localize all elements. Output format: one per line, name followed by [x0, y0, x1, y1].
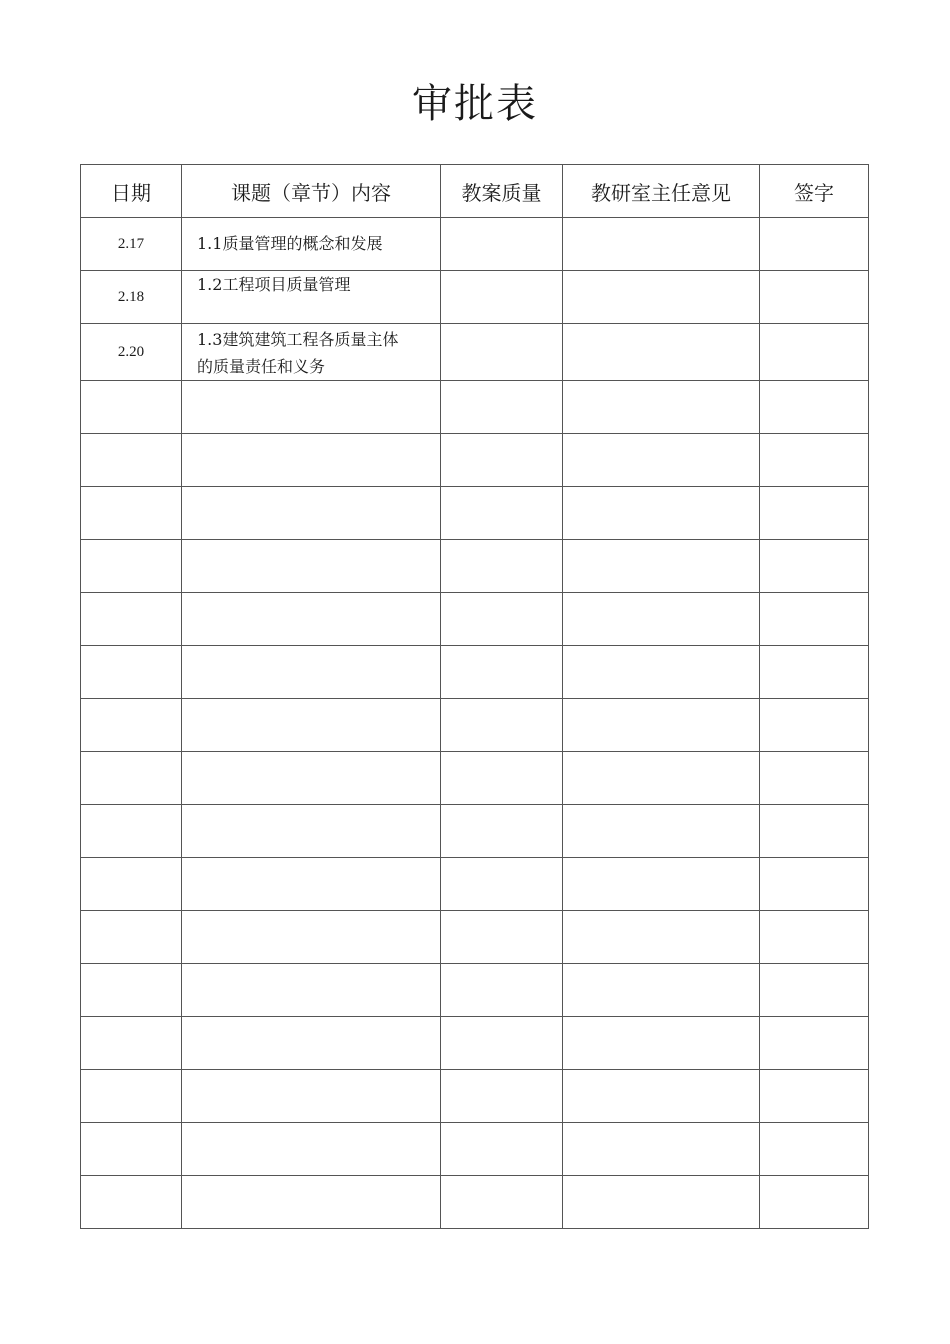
signature-cell[interactable]	[760, 964, 869, 1017]
topic-cell[interactable]	[182, 805, 441, 858]
date-cell[interactable]	[81, 911, 182, 964]
table-row	[81, 381, 869, 434]
topic-cell[interactable]	[182, 1017, 441, 1070]
table-row	[81, 1123, 869, 1176]
table-row	[81, 271, 869, 324]
lesson-quality-cell[interactable]	[441, 487, 563, 540]
topic-cell: 1.2工程项目质量管理	[182, 271, 441, 324]
topic-cell[interactable]	[182, 593, 441, 646]
header-row	[81, 165, 869, 218]
lesson-quality-cell[interactable]	[441, 593, 563, 646]
table-row	[81, 1070, 869, 1123]
table-row	[81, 487, 869, 540]
header-signature: 签字	[760, 165, 869, 218]
topic-cell[interactable]	[182, 1123, 441, 1176]
table-row	[81, 646, 869, 699]
date-cell[interactable]	[81, 1123, 182, 1176]
table-row	[81, 593, 869, 646]
date-cell[interactable]	[81, 1176, 182, 1229]
director-opinion-cell[interactable]	[563, 540, 760, 593]
date-cell: 2.20	[81, 324, 182, 381]
signature-cell[interactable]	[760, 911, 869, 964]
date-cell[interactable]	[81, 434, 182, 487]
date-cell: 2.17	[81, 218, 182, 271]
director-opinion-cell[interactable]	[563, 381, 760, 434]
topic-cell	[182, 324, 441, 381]
lesson-quality-cell[interactable]	[441, 911, 563, 964]
lesson-quality-cell[interactable]	[441, 1017, 563, 1070]
lesson-quality-cell[interactable]	[441, 646, 563, 699]
lesson-quality-cell[interactable]	[441, 218, 563, 271]
topic-cell[interactable]	[182, 752, 441, 805]
date-cell[interactable]	[81, 646, 182, 699]
table-row	[81, 218, 869, 271]
page-title: 审批表	[412, 81, 538, 127]
director-opinion-cell[interactable]	[563, 1070, 760, 1123]
signature-cell[interactable]	[760, 381, 869, 434]
lesson-quality-cell[interactable]	[441, 324, 563, 381]
table-row	[81, 911, 869, 964]
approval-table	[80, 164, 869, 1229]
topic-cell[interactable]	[182, 434, 441, 487]
topic-cell[interactable]	[182, 381, 441, 434]
director-opinion-cell[interactable]	[563, 487, 760, 540]
signature-cell[interactable]	[760, 805, 869, 858]
date-cell[interactable]	[81, 487, 182, 540]
signature-cell[interactable]	[760, 487, 869, 540]
signature-cell[interactable]	[760, 1123, 869, 1176]
signature-cell[interactable]	[760, 218, 869, 271]
date-cell[interactable]	[81, 858, 182, 911]
lesson-quality-cell[interactable]	[441, 434, 563, 487]
signature-cell[interactable]	[760, 858, 869, 911]
lesson-quality-cell[interactable]	[441, 381, 563, 434]
lesson-quality-cell[interactable]	[441, 1176, 563, 1229]
topic-cell[interactable]	[182, 1070, 441, 1123]
topic-line: 1.3建筑建筑工程各质量主体	[197, 330, 399, 349]
director-opinion-cell[interactable]	[563, 324, 760, 381]
table-row	[81, 434, 869, 487]
lesson-quality-cell[interactable]	[441, 805, 563, 858]
signature-cell[interactable]	[760, 752, 869, 805]
director-opinion-cell[interactable]	[563, 858, 760, 911]
director-opinion-cell[interactable]	[563, 593, 760, 646]
date-cell[interactable]	[81, 540, 182, 593]
lesson-quality-cell[interactable]	[441, 858, 563, 911]
table-row	[81, 964, 869, 1017]
lesson-quality-cell[interactable]	[441, 699, 563, 752]
date-cell[interactable]	[81, 1070, 182, 1123]
signature-cell[interactable]	[760, 271, 869, 324]
director-opinion-cell[interactable]	[563, 911, 760, 964]
lesson-quality-cell[interactable]	[441, 964, 563, 1017]
signature-cell[interactable]	[760, 593, 869, 646]
table-row	[81, 805, 869, 858]
signature-cell[interactable]	[760, 324, 869, 381]
topic-cell[interactable]	[182, 964, 441, 1017]
table-row	[81, 540, 869, 593]
date-cell[interactable]	[81, 699, 182, 752]
lesson-quality-cell[interactable]	[441, 1070, 563, 1123]
signature-cell[interactable]	[760, 1017, 869, 1070]
date-cell[interactable]	[81, 593, 182, 646]
topic-cell[interactable]	[182, 911, 441, 964]
signature-cell[interactable]	[760, 434, 869, 487]
table-row	[81, 1176, 869, 1229]
date-cell[interactable]	[81, 805, 182, 858]
lesson-quality-cell[interactable]	[441, 271, 563, 324]
director-opinion-cell[interactable]	[563, 752, 760, 805]
signature-cell[interactable]	[760, 1070, 869, 1123]
header-date: 日期	[81, 165, 182, 218]
director-opinion-cell[interactable]	[563, 271, 760, 324]
director-opinion-cell[interactable]	[563, 805, 760, 858]
table-row	[81, 699, 869, 752]
lesson-quality-cell[interactable]	[441, 1123, 563, 1176]
date-cell[interactable]	[81, 1017, 182, 1070]
topic-cell[interactable]	[182, 699, 441, 752]
director-opinion-cell[interactable]	[563, 1176, 760, 1229]
table-row	[81, 324, 869, 381]
lesson-quality-cell[interactable]	[441, 540, 563, 593]
director-opinion-cell[interactable]	[563, 434, 760, 487]
topic-line: 的质量责任和义务	[197, 357, 326, 376]
date-cell: 2.18	[81, 271, 182, 324]
signature-cell[interactable]	[760, 699, 869, 752]
director-opinion-cell[interactable]	[563, 646, 760, 699]
director-opinion-cell[interactable]	[563, 218, 760, 271]
director-opinion-cell[interactable]	[563, 964, 760, 1017]
topic-cell[interactable]	[182, 858, 441, 911]
header-lesson-quality: 教案质量	[441, 165, 563, 218]
topic-cell[interactable]	[182, 1176, 441, 1229]
signature-cell[interactable]	[760, 646, 869, 699]
date-cell[interactable]	[81, 752, 182, 805]
director-opinion-cell[interactable]	[563, 699, 760, 752]
lesson-quality-cell[interactable]	[441, 752, 563, 805]
signature-cell[interactable]	[760, 1176, 869, 1229]
table-row	[81, 1017, 869, 1070]
topic-cell[interactable]	[182, 487, 441, 540]
topic-cell: 1.1质量管理的概念和发展	[182, 218, 441, 271]
header-topic: 课题（章节）内容	[182, 165, 441, 218]
date-cell[interactable]	[81, 381, 182, 434]
topic-cell[interactable]	[182, 540, 441, 593]
signature-cell[interactable]	[760, 540, 869, 593]
table-row	[81, 752, 869, 805]
topic-cell[interactable]	[182, 646, 441, 699]
director-opinion-cell[interactable]	[563, 1123, 760, 1176]
director-opinion-cell[interactable]	[563, 1017, 760, 1070]
header-director-opinion: 教研室主任意见	[563, 165, 760, 218]
date-cell[interactable]	[81, 964, 182, 1017]
table-row	[81, 858, 869, 911]
